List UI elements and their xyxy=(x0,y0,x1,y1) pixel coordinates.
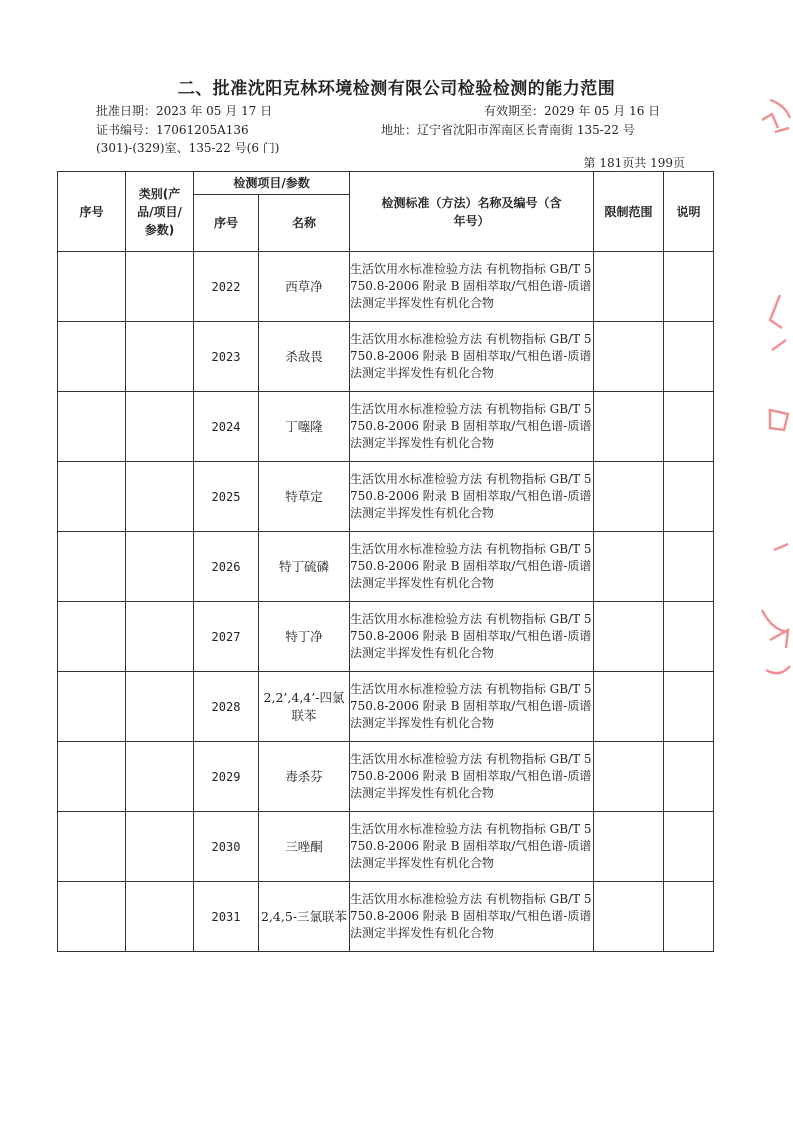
official-seal xyxy=(700,80,793,700)
limit-cell xyxy=(594,322,664,392)
header-standard xyxy=(350,172,594,252)
category-cell xyxy=(126,602,194,672)
category-cell xyxy=(126,672,194,742)
standard-text: 生活饮用水标准检验方法 有机物指标 GB/T 5750.8-2006 附录 B 固相萃取/气相色谱-质谱法测定半挥发性有机化合物 xyxy=(350,532,594,602)
header-category-label: 类别(产品/项目/参数) xyxy=(137,186,182,237)
item-number: 2026 xyxy=(194,532,259,602)
category-cell xyxy=(126,812,194,882)
header-item-seq: 序号 xyxy=(194,195,259,252)
seq-cell xyxy=(58,322,126,392)
limit-cell xyxy=(594,392,664,462)
table-row xyxy=(58,812,714,882)
item-number: 2031 xyxy=(194,882,259,952)
category-cell xyxy=(126,532,194,602)
standard-text: 生活饮用水标准检验方法 有机物指标 GB/T 5750.8-2006 附录 B 固相萃取/气相色谱-质谱法测定半挥发性有机化合物 xyxy=(350,672,594,742)
limit-cell xyxy=(594,532,664,602)
seq-cell xyxy=(58,882,126,952)
limit-cell xyxy=(594,812,664,882)
table-row xyxy=(58,602,714,672)
item-name: 丁噻隆 xyxy=(259,392,350,462)
standard-text: 生活饮用水标准检验方法 有机物指标 GB/T 5750.8-2006 附录 B 固相萃取/气相色谱-质谱法测定半挥发性有机化合物 xyxy=(350,742,594,812)
item-number: 2030 xyxy=(194,812,259,882)
standard-text: 生活饮用水标准检验方法 有机物指标 GB/T 5750.8-2006 附录 B 固相萃取/气相色谱-质谱法测定半挥发性有机化合物 xyxy=(350,812,594,882)
standard-text: 生活饮用水标准检验方法 有机物指标 GB/T 5750.8-2006 附录 B 固相萃取/气相色谱-质谱法测定半挥发性有机化合物 xyxy=(350,322,594,392)
note-cell xyxy=(664,882,714,952)
item-name: 杀敌畏 xyxy=(259,322,350,392)
seq-cell xyxy=(58,602,126,672)
header-seq: 序号 xyxy=(58,172,126,252)
standard-text: 生活饮用水标准检验方法 有机物指标 GB/T 5750.8-2006 附录 B 固相萃取/气相色谱-质谱法测定半挥发性有机化合物 xyxy=(350,462,594,532)
note-cell xyxy=(664,812,714,882)
standard-text: 生活饮用水标准检验方法 有机物指标 GB/T 5750.8-2006 附录 B 固相萃取/气相色谱-质谱法测定半挥发性有机化合物 xyxy=(350,392,594,462)
table-row xyxy=(58,252,714,322)
item-number: 2024 xyxy=(194,392,259,462)
header-item-name: 名称 xyxy=(259,195,350,252)
address: 地址：辽宁省沈阳市浑南区长青南街 135-22 号 xyxy=(381,123,635,137)
header-limit: 限制范围 xyxy=(594,172,664,252)
item-number: 2023 xyxy=(194,322,259,392)
item-name: 毒杀芬 xyxy=(259,742,350,812)
standard-text: 生活饮用水标准检验方法 有机物指标 GB/T 5750.8-2006 附录 B 固相萃取/气相色谱-质谱法测定半挥发性有机化合物 xyxy=(350,882,594,952)
category-cell xyxy=(126,392,194,462)
item-name: 特丁净 xyxy=(259,602,350,672)
seq-cell xyxy=(58,252,126,322)
table-row xyxy=(58,462,714,532)
page-title: 二、批准沈阳克林环境检测有限公司检验检测的能力范围 xyxy=(177,79,616,99)
approval-date: 批准日期：2023 年 05 月 17 日 xyxy=(96,104,273,118)
limit-cell xyxy=(594,672,664,742)
category-cell xyxy=(126,742,194,812)
category-cell xyxy=(126,462,194,532)
category-cell xyxy=(126,882,194,952)
header-category xyxy=(126,172,194,252)
seq-cell xyxy=(58,672,126,742)
table-row xyxy=(58,392,714,462)
item-name: 2,2’,4,4’-四氯联苯 xyxy=(259,672,350,742)
seq-cell xyxy=(58,392,126,462)
item-name: 西草净 xyxy=(259,252,350,322)
address-continued: (301)-(329)室、135-22 号(6 门) xyxy=(96,141,280,155)
standard-text: 生活饮用水标准检验方法 有机物指标 GB/T 5750.8-2006 附录 B 固相萃取/气相色谱-质谱法测定半挥发性有机化合物 xyxy=(350,602,594,672)
header-standard-label: 检测标准（方法）名称及编号（含年号） xyxy=(381,195,562,228)
page-number: 第 181页共 199页 xyxy=(583,156,685,170)
standard-text: 生活饮用水标准检验方法 有机物指标 GB/T 5750.8-2006 附录 B 固相萃取/气相色谱-质谱法测定半挥发性有机化合物 xyxy=(350,252,594,322)
seq-cell xyxy=(58,812,126,882)
seq-cell xyxy=(58,742,126,812)
item-name: 特草定 xyxy=(259,462,350,532)
item-name: 三唑酮 xyxy=(259,812,350,882)
header-note: 说明 xyxy=(664,172,714,252)
valid-until: 有效期至：2029 年 05 月 16 日 xyxy=(484,104,661,118)
header-item-group: 检测项目/参数 xyxy=(194,172,350,195)
capability-table xyxy=(57,171,714,952)
category-cell xyxy=(126,252,194,322)
table-row xyxy=(58,322,714,392)
item-number: 2028 xyxy=(194,672,259,742)
item-name: 2,4,5-三氯联苯 xyxy=(259,882,350,952)
category-cell xyxy=(126,322,194,392)
item-number: 2025 xyxy=(194,462,259,532)
limit-cell xyxy=(594,882,664,952)
table-row xyxy=(58,672,714,742)
limit-cell xyxy=(594,252,664,322)
table-row xyxy=(58,532,714,602)
limit-cell xyxy=(594,602,664,672)
item-name: 特丁硫磷 xyxy=(259,532,350,602)
certificate-number: 证书编号：17061205A136 xyxy=(96,123,249,137)
limit-cell xyxy=(594,742,664,812)
seq-cell xyxy=(58,462,126,532)
table-row xyxy=(58,882,714,952)
item-number: 2027 xyxy=(194,602,259,672)
table-row xyxy=(58,742,714,812)
item-number: 2029 xyxy=(194,742,259,812)
seq-cell xyxy=(58,532,126,602)
item-number: 2022 xyxy=(194,252,259,322)
note-cell xyxy=(664,742,714,812)
limit-cell xyxy=(594,462,664,532)
